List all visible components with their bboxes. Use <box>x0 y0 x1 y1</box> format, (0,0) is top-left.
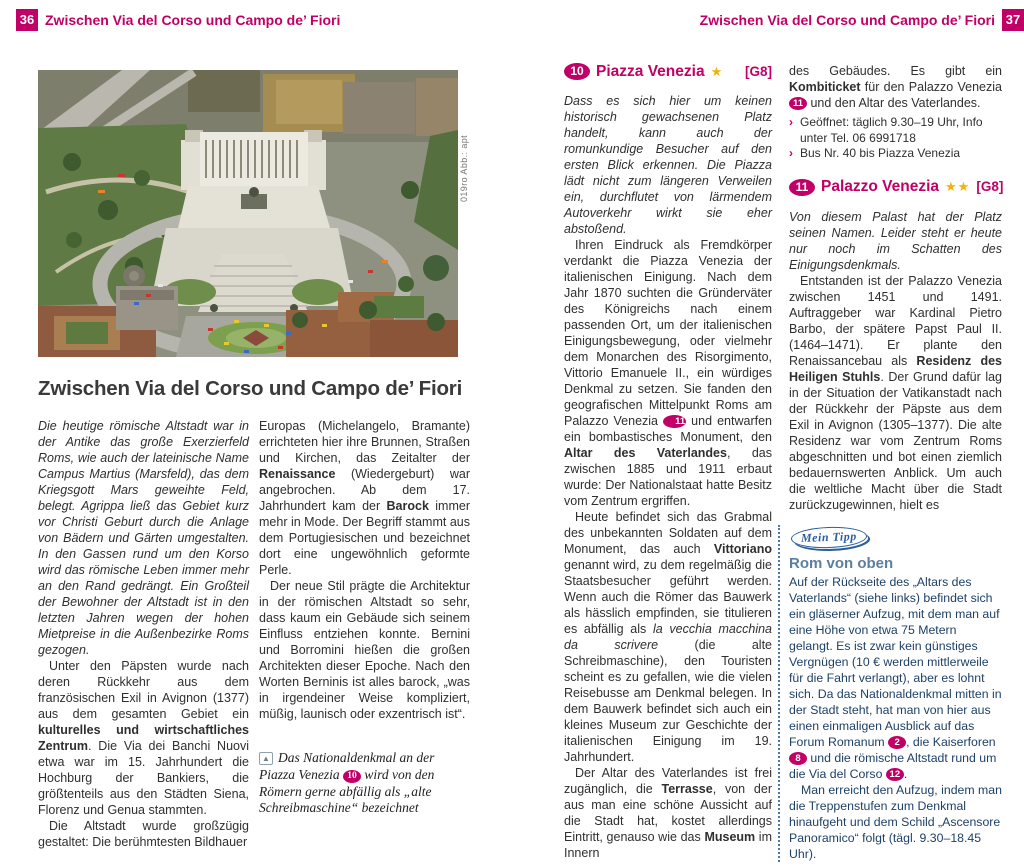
right-page-header <box>693 9 1024 31</box>
entry1-text: Dass es sich hier um keinen historisch gewachsenen Platz handelt, kann auch der romunkundige Besucher auf den ersten Blick erkennen. Die Piazza lädt nicht zum längeren Verweilen ein, durchflutet von lärmendem Autoverkehr wirkt sie eher abstoßend. Ihren Eindruck als Fremdkörper verdankt die Piazza Venezia der italienischen Einigung. Nach dem Jahr 1870 suchten die Gründerväter des Königreichs nach einem passenden Ort, um der italienischen Einigungsbewegung, oder vielmehr dem Monarchen des Risorgimento, Vittorio Emanuele II., ein würdiges Denkmal zu setzen. Sie fanden den geografischen Mittelpunkt Roms am Palazzo Venezia 11 und entwarfen ein bombastisches Monument, den Altar des Vaterlandes, das zwischen 1885 und 1911 erbaut wurde: Der Nationalstaat hatte Besitz vom Zentrum ergriffen. Heute befindet sich das Grabmal des unbekannten Soldaten auf dem Monument, das auch Vittoriano genannt wird, zu dem regelmäßig die Staatsbesucher geführt werden. Wenn auch die Römer das Bauwerk als hässlich empfinden, sie titulieren es abfällig als la vecchia macchina da scrivere (die alte Schreibmaschine), den Touristen scheint es zu gefallen, wie die vielen Reisebusse am Denkmal belegen. In dem Bauwerk befindet sich auch ein kleines Museum zur Geschichte der italienischen Einigung im 19. Jahrhundert. Der Altar des Vaterlandes ist frei zugänglich, die Terrasse, von der aus man eine schöne Aussicht auf die Stadt hat, kostet allerdings Eintritt, genauso wie das Museum im Innern <box>564 94 772 860</box>
photo-caption <box>259 750 472 817</box>
chevron-bullet-icon: › <box>789 146 793 160</box>
left-column-2: Europas (Michelangelo, Bramante) errichteten hier ihre Brunnen, Straßen und Kirchen, das Zeitalter der Renaissance (Wiedergeburt) war angebrochen. Ab dem 17. Jahrhundert kam der Barock immer mehr in Mode. Der Begriff stammt aus dem Portugiesischen und bezeichnet dort eine ungewöhnlich geformte Perle. Der neue Stil prägte die Architektur in der römischen Altstadt so sehr, dass kaum ein Gebäude sich seinem Einfluss entziehen konnte. Bernini und Borromini hießen die großen Architekten dieser Epoche. Nach den Worten Berninis ist alles barock, „was in irgendeiner Weise kompliziert, müßig, launisch oder exzentrisch ist“. <box>259 419 470 721</box>
entry-heading-piazza-venezia <box>564 63 772 80</box>
right-header-title: Zwischen Via del Corso und Campo de’ Fiori <box>699 12 995 28</box>
grid-reference: [G8] <box>976 179 1004 194</box>
aerial-photo-graphic <box>38 70 458 357</box>
rating-star-icon: ★★ <box>945 179 971 194</box>
photo-caption-text: Das Nationaldenkmal an der Piazza Venezia 10 wird von den Römern gerne abfällig als „alte Schreibmaschine“ bezeichnet <box>259 750 435 815</box>
left-header-title: Zwischen Via del Corso und Campo de’ Fiori <box>45 12 341 28</box>
map-reference-badge: 11 <box>663 415 686 428</box>
map-reference-badge: 12 <box>886 768 904 781</box>
piazza-venezia-aerial-photo <box>38 70 458 357</box>
map-reference-badge: 2 <box>888 736 906 749</box>
map-reference-badge: 11 <box>789 97 807 110</box>
photo-reference-icon: ▲ <box>259 752 273 765</box>
tip-body-text: Auf der Rückseite des „Altars des Vaterlands“ (siehe links) befindet sich ein gläserner Aufzug, mit dem man auf eine Höhe von etwa 75 Metern gelangt. Es ist zwar kein günstiges Vergnügen (10 € werden mittlerweile für die Fahrt verlangt), aber es lohnt sich. Da das Nationaldenkmal mitten in der Stadt steht, hat man von hier aus einen einmaligen Ausblick auf das Forum Romanum 2 , die Kaiserforen 8 und die römische Altstadt rund um die Via del Corso 12 . Man erreicht den Aufzug, indem man die Treppenstufen zum Denkmal hinaufgeht und dem Schild „Ascensore Panoramico“ folgt (tägl. 9.30–18.45 Uhr). <box>789 574 1002 861</box>
section-title: Zwischen Via del Corso und Campo de’ Fiori <box>38 377 463 400</box>
chevron-bullet-icon: › <box>789 115 793 129</box>
entry-title: Piazza Venezia <box>596 62 705 80</box>
right-column-1 <box>564 63 772 861</box>
photo-credit: 019ro Abb.: apt <box>459 134 469 202</box>
entry-number-badge: 11 <box>789 179 815 196</box>
entry-number-badge: 10 <box>564 63 590 80</box>
left-page-number: 36 <box>16 9 38 31</box>
right-page-number: 37 <box>1002 9 1024 31</box>
right-column-2 <box>789 63 1002 862</box>
tip-title: Rom von oben <box>789 554 894 572</box>
entry-title: Palazzo Venezia <box>821 178 940 195</box>
left-column-1: Die heutige römische Altstadt war in der Antike das große Exerzierfeld Roms, wie auch der lateinische Name Campus Martius (Marsfeld), das dem Kriegsgott Mars geweihte Feld, belegt. Agrippa ließ das Gebiet kurz vor Christi Geburt durch die Anlage von Bädern und Gärten umgestalten. In den Gassen rund um den Korso wird das römische Leben immer mehr an den Rand gedrängt. Ein Großteil der Bewohner der Altstadt ist in den letzten Jahren wegen der hohen Mietpreise in die Außenbezirke Roms gezogen. Unter den Päpsten wurde nach deren Rückkehr aus dem französischen Exil in Avignon (1377) aus dem gesamten Gebiet ein kulturelles und wirtschaftliches Zentrum. Die Via dei Banchi Nuovi etwa war im 15. Jahrhundert die Hochburg der Bankiers, die größtenteils aus den Städten Siena, Florenz und Genua stammten. Die Altstadt wurde großzügig gestaltet: Die berühmtesten Bildhauer <box>38 419 249 849</box>
left-page-header <box>16 9 347 31</box>
info-bullet-list <box>789 115 1002 162</box>
mein-tipp-box <box>778 525 1002 862</box>
entry1-text-continued: des Gebäudes. Es gibt ein Kombiticket für den Palazzo Venezia 11 und den Altar des Vaterlandes. <box>789 64 1002 110</box>
mein-tipp-logo: Mein Tipp <box>791 525 867 549</box>
map-reference-badge: 8 <box>789 752 807 765</box>
map-reference-badge: 10 <box>343 770 361 783</box>
entry2-text: Von diesem Palast hat der Platz seinen Namen. Leider steht er heute nur noch im Schatten des Einigungsdenkmals. Entstanden ist der Palazzo Venezia zwischen 1451 und 1491. Auftraggeber war Kardinal Pietro Barbo, der spätere Papst Paul II. (1464–1471). Er plante den Renaissancebau als Residenz des Heiligen Stuhls. Der Grund dafür lag in der Situation der Vatikanstadt nach der Rückkehr der Päpste aus dem Exil in Avignon (1305–1377). Die alte Residenz war vom Zentrum Roms abgeschnitten und bot einen ziemlich bedauernswerten Anblick. Um auch die weltliche Macht über die Stadt zurückzugewinnen, hielt es <box>789 209 1003 512</box>
info-bullet-item: › Geöffnet: täglich 9.30–19 Uhr, Info unter Tel. 06 6991718 <box>789 115 983 145</box>
entry-heading-palazzo-venezia <box>789 179 1002 196</box>
grid-reference: [G8] <box>745 63 772 79</box>
info-bullet-item: › Bus Nr. 40 bis Piazza Venezia <box>789 146 961 160</box>
rating-star-icon: ★ <box>710 63 724 79</box>
